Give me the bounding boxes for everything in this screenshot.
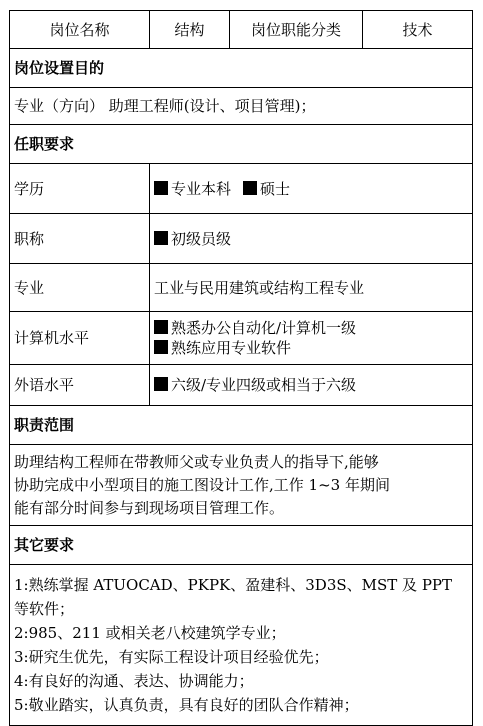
- other-item: 4:有良好的沟通、表达、协调能力；: [14, 672, 254, 690]
- title-level-options: [150, 214, 473, 264]
- major-row: [10, 264, 473, 312]
- position-name-label: 岗位名称: [10, 11, 150, 49]
- duties-line: 助理结构工程师在带教师父或专业负责人的指导下,能够: [14, 452, 379, 471]
- duties-line: 能有部分时间参与到现场项目管理工作。: [14, 498, 285, 517]
- duties-row: [10, 445, 473, 526]
- other-item: 5:敬业踏实，认真负责，具有良好的团队合作精神；: [14, 696, 359, 714]
- position-name-value: 结构: [150, 11, 230, 49]
- qualifications-title: 任职要求: [10, 125, 473, 164]
- major-label: 专业: [10, 264, 150, 312]
- language-options: [150, 365, 473, 406]
- other-section-row: [10, 526, 473, 565]
- checked-box-icon: [243, 181, 257, 195]
- education-label: 学历: [10, 164, 150, 214]
- computer-option: 熟练应用专业软件: [171, 339, 292, 357]
- header-row: [10, 11, 473, 49]
- title-level-label: 职称: [10, 214, 150, 264]
- checked-box-icon: [154, 181, 168, 195]
- major-value: 工业与民用建筑或结构工程专业: [150, 264, 473, 312]
- language-row: [10, 365, 473, 406]
- category-label: 岗位职能分类: [230, 11, 363, 49]
- checked-box-icon: [154, 377, 168, 391]
- title-level-option: 初级员级: [171, 229, 232, 248]
- qualifications-section-row: [10, 125, 473, 164]
- computer-option: 熟悉办公自动化/计算机一级: [171, 319, 357, 337]
- checked-box-icon: [154, 340, 168, 354]
- language-option: 六级/专业四级或相当于六级: [171, 376, 357, 394]
- language-label: 外语水平: [10, 365, 150, 406]
- other-row: [10, 565, 473, 726]
- education-option: 硕士: [260, 179, 291, 198]
- duties-line: 协助完成中小型项目的施工图设计工作,工作 1~3 年期间: [14, 475, 390, 494]
- computer-row: [10, 312, 473, 365]
- checked-box-icon: [154, 320, 168, 334]
- education-option: 专业本科: [171, 179, 232, 198]
- other-item: 3:研究生优先，有实际工程设计项目经验优先；: [14, 648, 329, 666]
- other-item: 2:985、211 或相关老八校建筑学专业；: [14, 624, 286, 642]
- duties-text: [10, 445, 473, 526]
- purpose-text: 专业（方向） 助理工程师(设计、项目管理)；: [10, 88, 473, 125]
- duties-title: 职责范围: [10, 406, 473, 445]
- other-list: [10, 565, 473, 726]
- education-row: [10, 164, 473, 214]
- other-item: 1:熟练掌握 ATUOCAD、PKPK、盈建科、3D3S、MST 及 PPT 等软件；: [14, 576, 453, 618]
- purpose-section-row: [10, 49, 473, 88]
- education-options: [150, 164, 473, 214]
- title-level-row: [10, 214, 473, 264]
- category-value: 技术: [363, 11, 473, 49]
- duties-section-row: [10, 406, 473, 445]
- purpose-row: [10, 88, 473, 125]
- computer-label: 计算机水平: [10, 312, 150, 365]
- purpose-title: 岗位设置目的: [10, 49, 473, 88]
- job-description-table: [9, 10, 473, 726]
- checked-box-icon: [154, 231, 168, 245]
- other-title: 其它要求: [10, 526, 473, 565]
- computer-options: [150, 312, 473, 365]
